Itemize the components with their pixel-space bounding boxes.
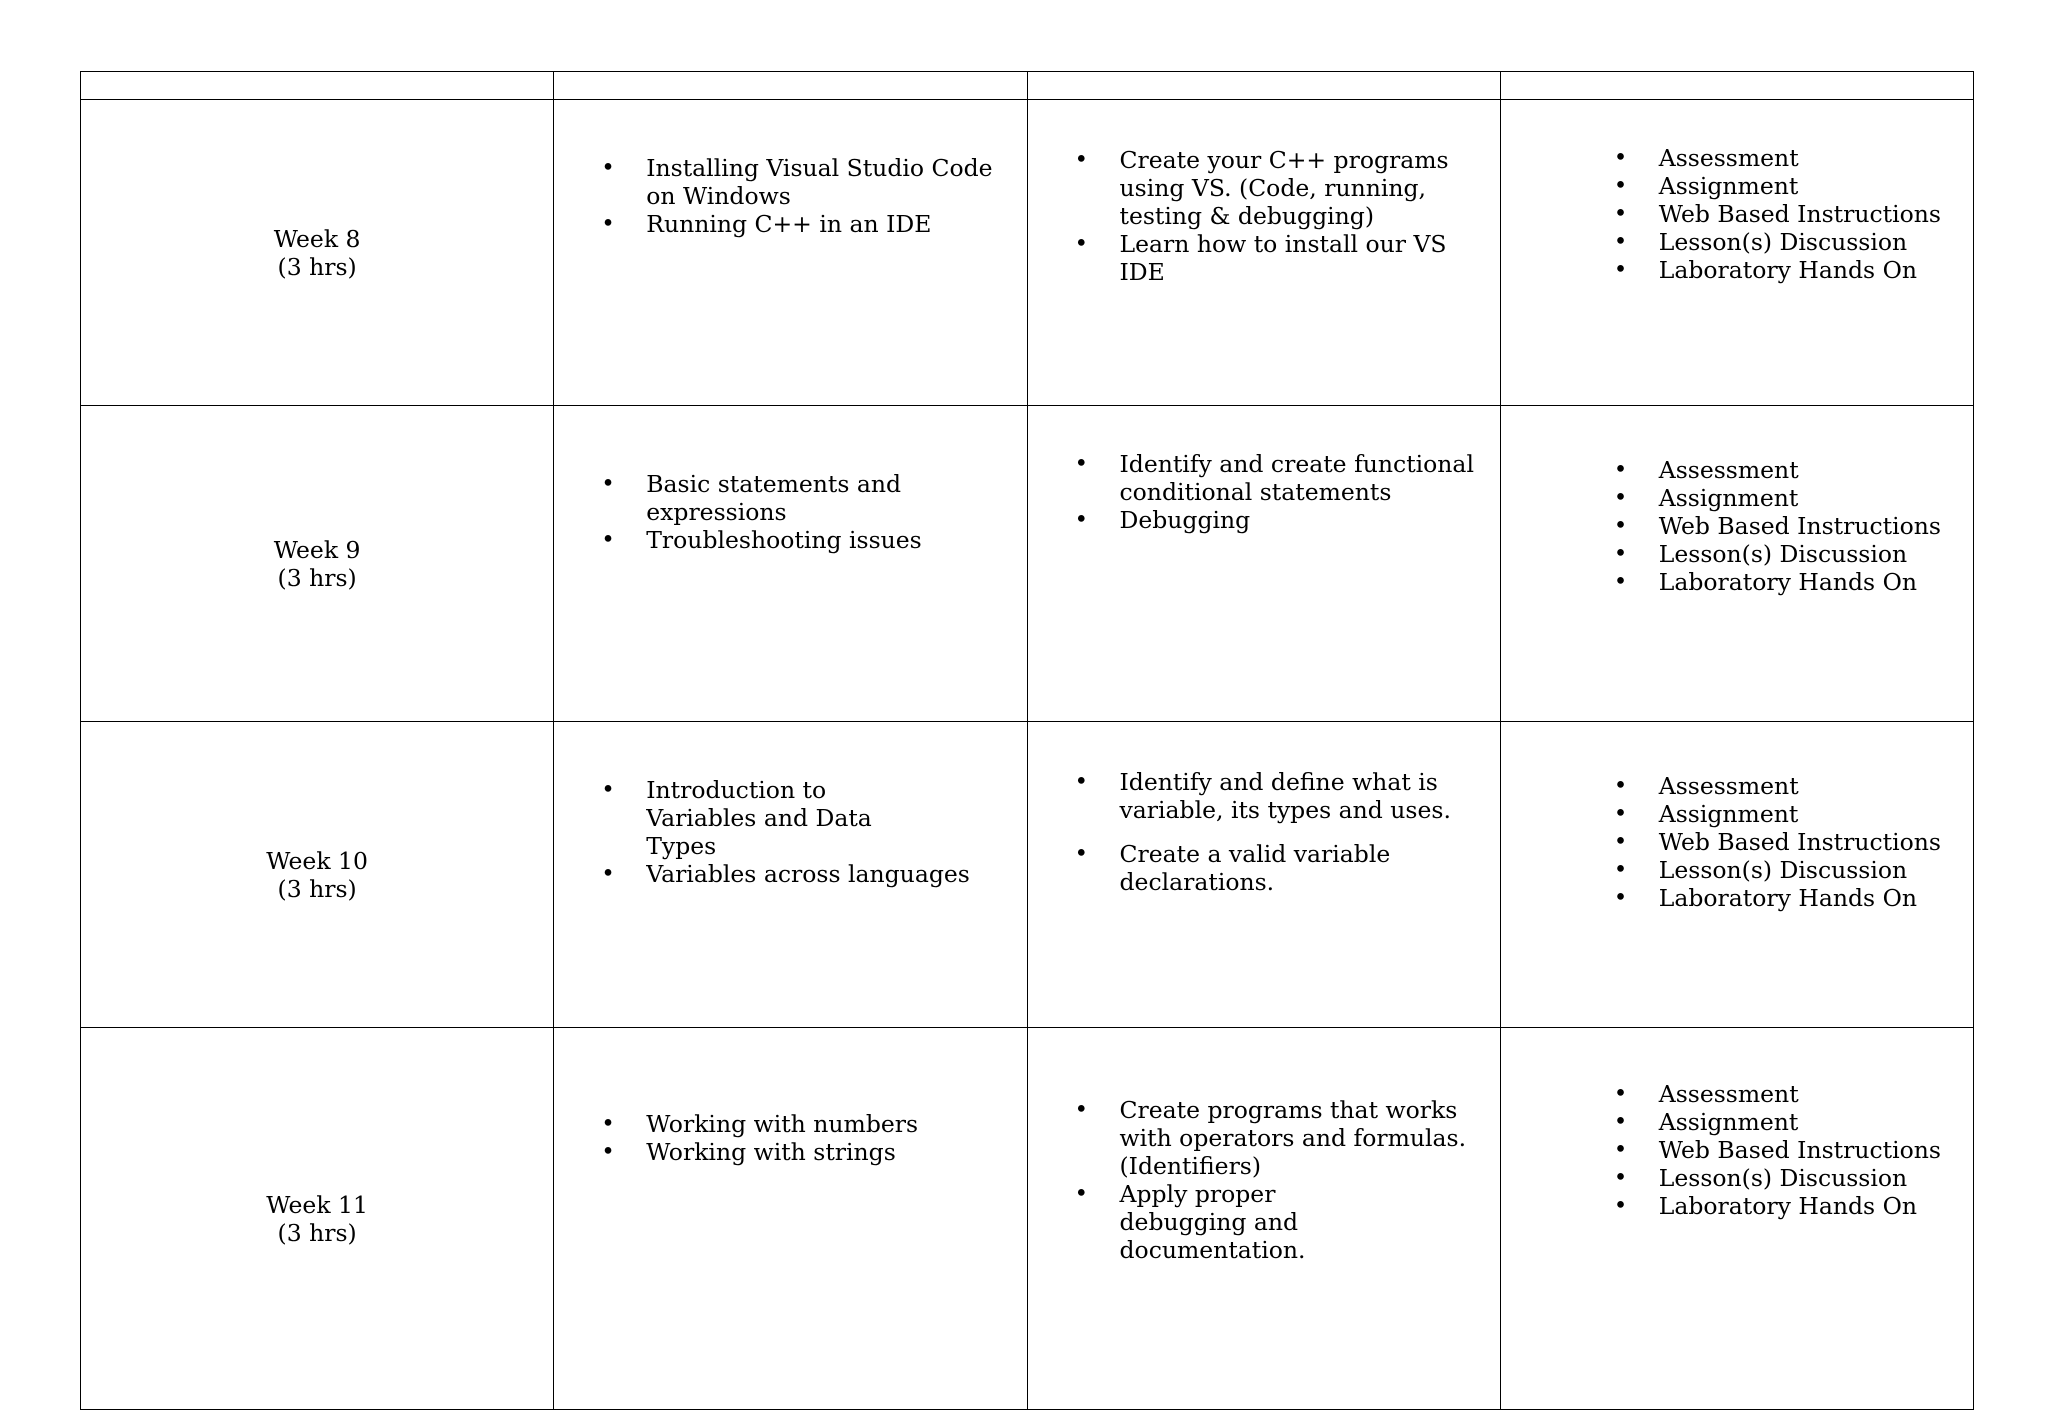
topics-list — [554, 470, 1026, 554]
header-cell — [81, 72, 554, 100]
list-item: • Web Based Instructions — [1659, 1136, 1963, 1164]
outcomes-list — [1028, 1096, 1500, 1264]
methods-list — [1501, 144, 1973, 284]
methods-list — [1501, 772, 1973, 912]
methods-list — [1501, 1080, 1973, 1220]
topics-cell — [554, 100, 1027, 406]
topics-cell — [554, 406, 1027, 722]
week-label: Week 11 — [266, 1190, 368, 1219]
list-item: • Laboratory Hands On — [1659, 568, 1963, 596]
list-item: • Introduction to Variables and Data Types — [646, 776, 1016, 860]
methods-cell — [1500, 406, 1973, 722]
methods-cell — [1500, 100, 1973, 406]
methods-cell — [1500, 722, 1973, 1028]
list-item: • Assessment — [1659, 772, 1963, 800]
list-item: • Laboratory Hands On — [1659, 884, 1963, 912]
list-item: • Apply proper debugging and documentation. — [1120, 1180, 1490, 1264]
list-item: • Lesson(s) Discussion — [1659, 228, 1963, 256]
outcomes-cell — [1027, 100, 1500, 406]
week-cell — [81, 406, 554, 722]
list-item: • Lesson(s) Discussion — [1659, 856, 1963, 884]
week-hours: (3 hrs) — [277, 563, 357, 592]
list-item: • Create a valid variable declarations. — [1120, 840, 1490, 896]
list-item: • Learn how to install our VS IDE — [1120, 230, 1490, 286]
week-label: Week 9 — [273, 535, 361, 564]
list-item: • Lesson(s) Discussion — [1659, 1164, 1963, 1192]
topics-cell — [554, 1028, 1027, 1410]
list-item: • Working with strings — [646, 1138, 1016, 1166]
list-item: • Running C++ in an IDE — [646, 210, 1016, 238]
week-label: Week 10 — [266, 846, 368, 875]
list-item: • Assignment — [1659, 800, 1963, 828]
week-cell — [81, 1028, 554, 1410]
list-item: • Web Based Instructions — [1659, 828, 1963, 856]
outcomes-cell — [1027, 1028, 1500, 1410]
week-label: Week 8 — [273, 224, 361, 253]
table-row — [81, 722, 1974, 1028]
table-row — [81, 1028, 1974, 1410]
table-header-row — [81, 72, 1974, 100]
methods-list — [1501, 456, 1973, 596]
list-item: • Laboratory Hands On — [1659, 1192, 1963, 1220]
outcomes-cell — [1027, 722, 1500, 1028]
list-item: • Create your C++ programs using VS. (Code, running, testing & debugging) — [1120, 146, 1490, 230]
list-item: • Assignment — [1659, 172, 1963, 200]
list-item: • Debugging — [1120, 506, 1490, 534]
list-item: • Identify and create functional conditional statements — [1120, 450, 1490, 506]
list-item: • Assessment — [1659, 1080, 1963, 1108]
list-item: • Variables across languages — [646, 860, 1016, 888]
list-item: • Lesson(s) Discussion — [1659, 540, 1963, 568]
topics-cell — [554, 722, 1027, 1028]
header-cell — [554, 72, 1027, 100]
week-hours: (3 hrs) — [277, 1218, 357, 1247]
list-item: • Laboratory Hands On — [1659, 256, 1963, 284]
list-item: • Installing Visual Studio Code on Windows — [646, 154, 1016, 210]
outcomes-list — [1028, 146, 1500, 286]
methods-cell — [1500, 1028, 1973, 1410]
list-item: • Assignment — [1659, 484, 1963, 512]
list-item: • Web Based Instructions — [1659, 512, 1963, 540]
course-schedule-table — [80, 71, 1974, 1410]
week-hours: (3 hrs) — [277, 252, 357, 281]
week-cell — [81, 722, 554, 1028]
table-row — [81, 100, 1974, 406]
list-item: • Assignment — [1659, 1108, 1963, 1136]
list-item: • Working with numbers — [646, 1110, 1016, 1138]
outcomes-list — [1028, 450, 1500, 534]
list-item: • Identify and define what is variable, its types and uses. — [1120, 768, 1490, 824]
topics-list — [554, 776, 1026, 888]
header-cell — [1500, 72, 1973, 100]
outcomes-list — [1028, 768, 1500, 896]
week-cell — [81, 100, 554, 406]
list-item: • Assessment — [1659, 144, 1963, 172]
list-item: • Web Based Instructions — [1659, 200, 1963, 228]
topics-list — [554, 1110, 1026, 1166]
list-item: • Basic statements and expressions — [646, 470, 1016, 526]
topics-list — [554, 154, 1026, 238]
outcomes-cell — [1027, 406, 1500, 722]
header-cell — [1027, 72, 1500, 100]
week-hours: (3 hrs) — [277, 874, 357, 903]
list-item: • Troubleshooting issues — [646, 526, 1016, 554]
list-item: • Create programs that works with operators and formulas. (Identifiers) — [1120, 1096, 1490, 1180]
table-row — [81, 406, 1974, 722]
list-item: • Assessment — [1659, 456, 1963, 484]
